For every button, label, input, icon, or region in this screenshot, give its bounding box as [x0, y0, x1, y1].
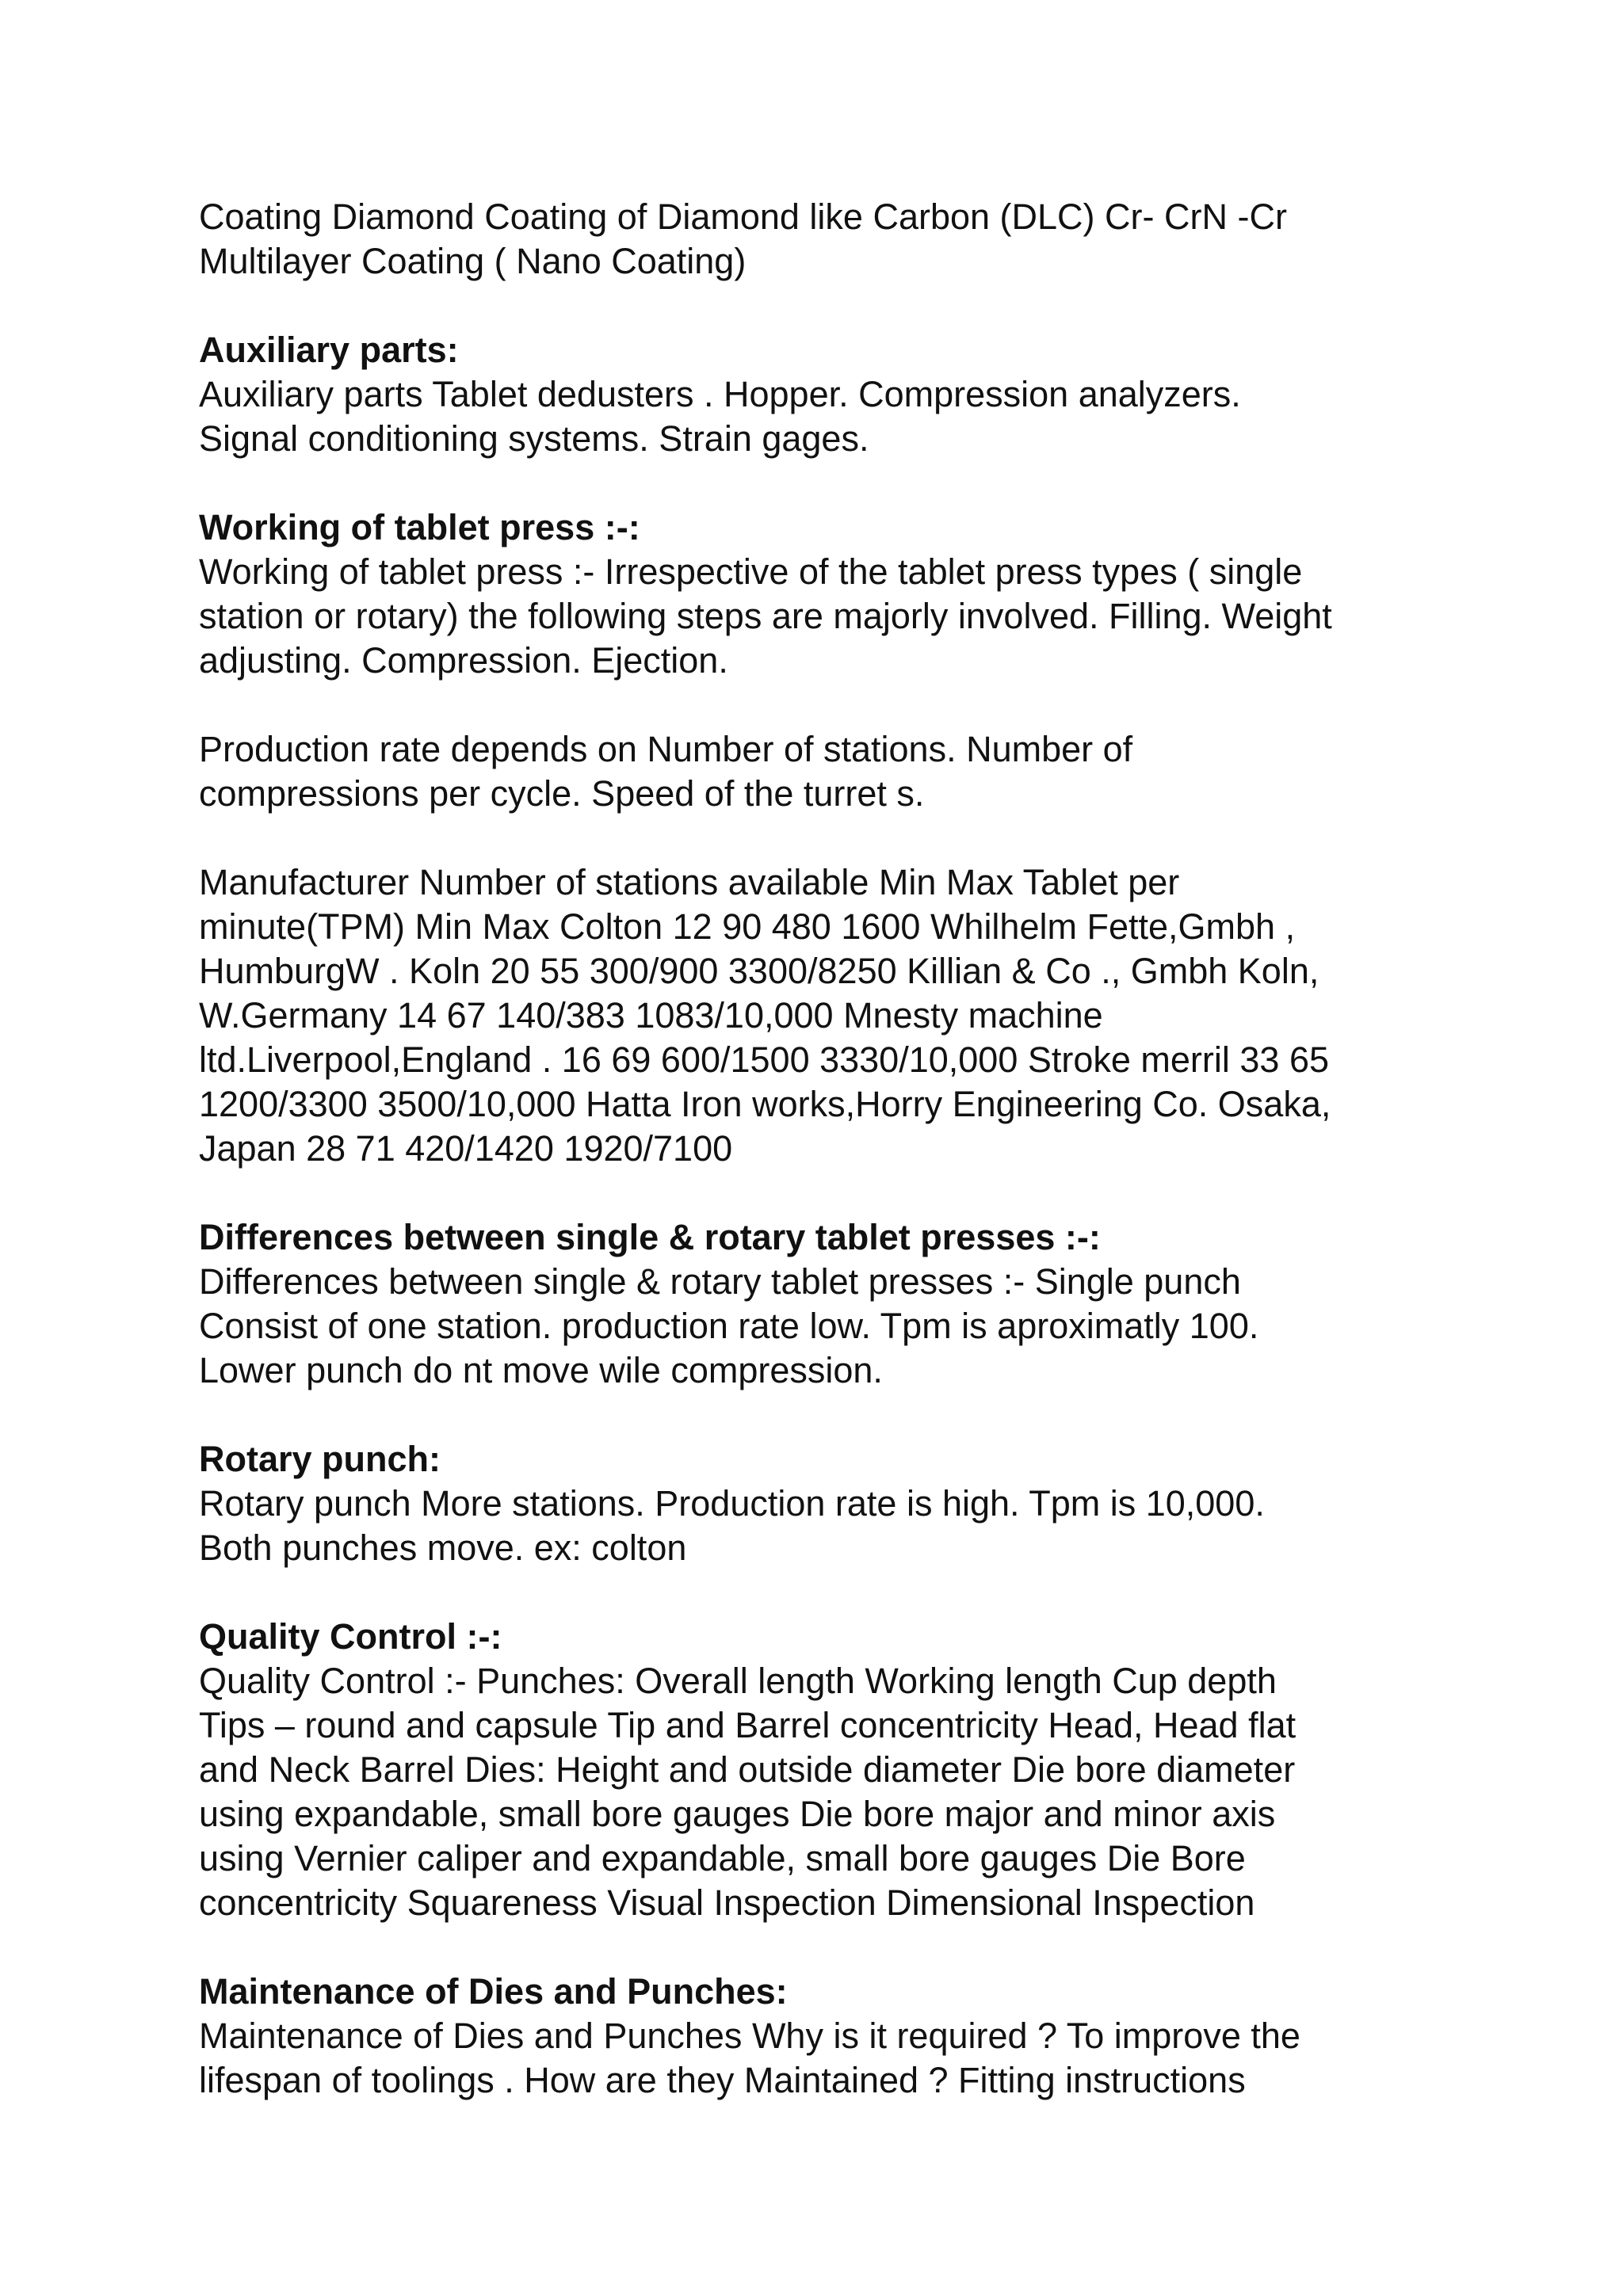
text-line: Lower punch do nt move wile compression. — [199, 1350, 883, 1390]
document-page — [199, 195, 1435, 2147]
paragraph-manufacturers — [199, 860, 1435, 1171]
text-line: Auxiliary parts Tablet dedusters . Hopper. Compression analyzers. — [199, 374, 1241, 414]
text-line: compressions per cycle. Speed of the turret s. — [199, 773, 925, 814]
text-line: Working of tablet press :- Irrespective of the tablet press types ( single — [199, 551, 1303, 592]
section-production-rate — [199, 727, 1435, 816]
text-line: Both punches move. ex: colton — [199, 1527, 687, 1568]
section-manufacturers — [199, 860, 1435, 1171]
text-line: using expandable, small bore gauges Die bore major and minor axis — [199, 1794, 1276, 1834]
text-line: Coating Diamond Coating of Diamond like Carbon (DLC) Cr- CrN -Cr — [199, 196, 1287, 237]
section-rotary-punch — [199, 1437, 1435, 1570]
text-line: lifespan of toolings . How are they Maintained ? Fitting instructions — [199, 2060, 1246, 2100]
paragraph-maintenance — [199, 2014, 1435, 2103]
text-line: Multilayer Coating ( Nano Coating) — [199, 241, 747, 281]
section-heading-quality-control: Quality Control :-: — [199, 1616, 502, 1657]
text-line: minute(TPM) Min Max Colton 12 90 480 1600 Whilhelm Fette,Gmbh , — [199, 906, 1296, 947]
text-line: and Neck Barrel Dies: Height and outside diameter Die bore diameter — [199, 1749, 1296, 1790]
text-line: Manufacturer Number of stations available Min Max Tablet per — [199, 862, 1180, 902]
text-line: 1200/3300 3500/10,000 Hatta Iron works,Horry Engineering Co. Osaka, — [199, 1084, 1331, 1124]
section-heading-differences: Differences between single & rotary tablet presses :-: — [199, 1217, 1101, 1257]
text-line: station or rotary) the following steps are majorly involved. Filling. Weight — [199, 596, 1332, 636]
text-line: concentricity Squareness Visual Inspection Dimensional Inspection — [199, 1882, 1255, 1923]
section-quality-control — [199, 1615, 1435, 1925]
text-line: HumburgW . Koln 20 55 300/900 3300/8250 Killian & Co ., Gmbh Koln, — [199, 951, 1319, 991]
section-working-of-tablet-press — [199, 505, 1435, 683]
paragraph-rotary-punch — [199, 1482, 1435, 1570]
text-line: using Vernier caliper and expandable, small bore gauges Die Bore — [199, 1838, 1246, 1878]
section-heading-working-of-tablet-press: Working of tablet press :-: — [199, 507, 640, 547]
text-line: Signal conditioning systems. Strain gages. — [199, 418, 869, 459]
section-maintenance — [199, 1970, 1435, 2103]
text-line: ltd.Liverpool,England . 16 69 600/1500 3330/10,000 Stroke merril 33 65 — [199, 1039, 1330, 1080]
text-line: Quality Control :- Punches: Overall length Working length Cup depth — [199, 1661, 1277, 1701]
text-line: Consist of one station. production rate low. Tpm is aproximatly 100. — [199, 1306, 1259, 1346]
text-line: Rotary punch More stations. Production rate is high. Tpm is 10,000. — [199, 1483, 1265, 1524]
text-line: Differences between single & rotary tablet presses :- Single punch — [199, 1261, 1241, 1302]
section-heading-maintenance: Maintenance of Dies and Punches: — [199, 1971, 788, 2012]
paragraph-working-of-tablet-press — [199, 550, 1435, 683]
section-auxiliary-parts — [199, 328, 1435, 461]
text-line: W.Germany 14 67 140/383 1083/10,000 Mnesty machine — [199, 995, 1103, 1035]
paragraph-auxiliary-parts — [199, 372, 1435, 461]
section-differences — [199, 1215, 1435, 1393]
paragraph-quality-control — [199, 1659, 1435, 1925]
text-line: Production rate depends on Number of stations. Number of — [199, 729, 1133, 769]
text-line: Japan 28 71 420/1420 1920/7100 — [199, 1128, 733, 1169]
text-line: Tips – round and capsule Tip and Barrel concentricity Head, Head flat — [199, 1705, 1296, 1745]
section-coating — [199, 195, 1435, 284]
paragraph-production-rate — [199, 727, 1435, 816]
paragraph-coating — [199, 195, 1435, 284]
text-line: Maintenance of Dies and Punches Why is it required ? To improve the — [199, 2016, 1300, 2056]
section-heading-auxiliary-parts: Auxiliary parts: — [199, 330, 459, 370]
paragraph-differences — [199, 1260, 1435, 1393]
section-heading-rotary-punch: Rotary punch: — [199, 1439, 441, 1479]
text-line: adjusting. Compression. Ejection. — [199, 640, 728, 681]
